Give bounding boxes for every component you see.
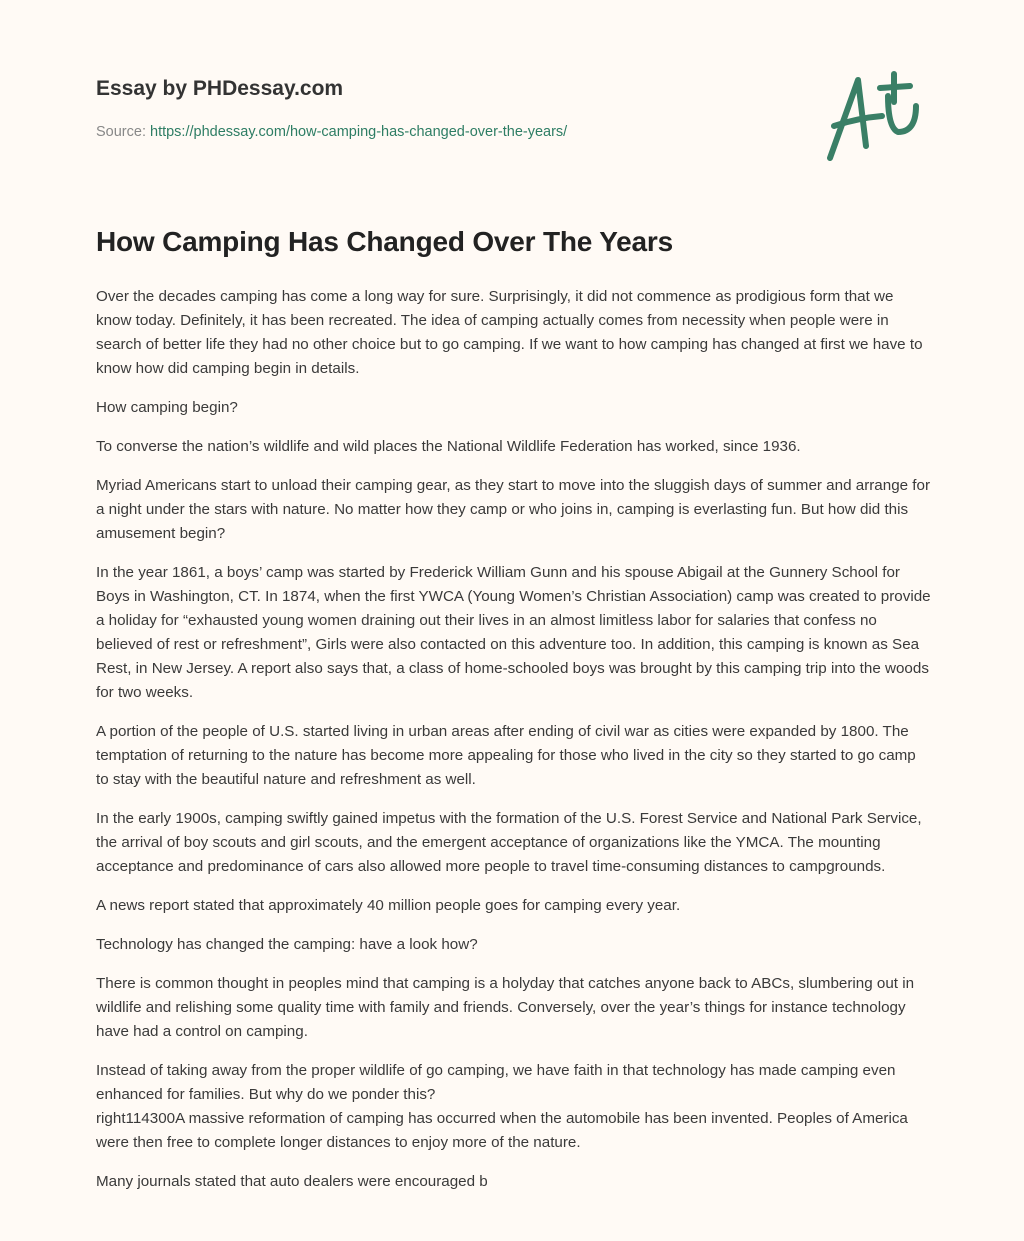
essay-body <box>96 285 932 1209</box>
brand-title: Essay by PHDessay.com <box>96 77 344 100</box>
a-plus-logo-icon <box>818 66 928 166</box>
paragraph: Instead of taking away from the proper wildlife of go camping, we have faith in that technology has made camping even enhanced for families. But why do we ponder this? <box>96 1062 896 1103</box>
essay-title: How Camping Has Changed Over The Years <box>96 226 673 257</box>
paragraph: A portion of the people of U.S. started living in urban areas after ending of civil war as cities were expanded by 1800. The temptation of returning to the nature has become more appealing for those who lived in the city so they started to go camp to stay with the beautiful nature and refreshment as well. <box>96 723 916 788</box>
source-link[interactable]: https://phdessay.com/how-camping-has-changed-over-the-years/ <box>150 124 568 140</box>
paragraph: In the early 1900s, camping swiftly gained impetus with the formation of the U.S. Forest Service and National Park Service, the arrival of boy scouts and girl scouts, and the emergent acceptance of organizations like the YMCA. The mounting acceptance and predominance of cars also allowed more people to travel time-consuming distances to campgrounds. <box>96 810 922 875</box>
paragraph: Many journals stated that auto dealers were encouraged b <box>96 1173 488 1190</box>
paragraph: To converse the nation’s wildlife and wild places the National Wildlife Federation has worked, since 1936. <box>96 438 801 455</box>
paragraph: right114300A massive reformation of camping has occurred when the automobile has been invented. Peoples of America were then free to complete longer distances to enjoy more of the nature. <box>96 1110 908 1151</box>
source-label: Source: <box>96 124 150 140</box>
paragraph: There is common thought in peoples mind that camping is a holyday that catches anyone back to ABCs, slumbering out in wildlife and relishing some quality time with family and friends. Conversely, over the year’s things for instance technology have had a control on camping. <box>96 975 915 1040</box>
paragraph: Over the decades camping has come a long way for sure. Surprisingly, it did not commence as prodigious form that we know today. Definitely, it has been recreated. The idea of camping actually comes from necessity when people were in search of better life they had no other choice but to go camping. If we want to how camping has changed at first we have to know how did camping begin in details. <box>96 288 923 377</box>
paragraph: In the year 1861, a boys’ camp was started by Frederick William Gunn and his spouse Abigail at the Gunnery School for Boys in Washington, CT. In 1874, when the first YWCA (Young Women’s Christian Association) camp was created to provide a holiday for “exhausted young women draining out their lives in an almost limitless labor for salaries that confess no believed of rest or refreshment”, Girls were also contacted on this adventure too. In addition, this camping is known as Sea Rest, in New Jersey. A report also says that, a class of home-schooled boys was brought by this camping trip into the woods for two weeks. <box>96 564 931 701</box>
subheading: Technology has changed the camping: have a look how? <box>96 936 478 953</box>
source-line <box>96 124 567 140</box>
paragraph: A news report stated that approximately 40 million people goes for camping every year. <box>96 897 681 914</box>
subheading: How camping begin? <box>96 399 238 416</box>
paragraph: Myriad Americans start to unload their camping gear, as they start to move into the sluggish days of summer and arrange for a night under the stars with nature. No matter how they camp or who joins in, camping is everlasting fun. But how did this amusement begin? <box>96 477 931 542</box>
